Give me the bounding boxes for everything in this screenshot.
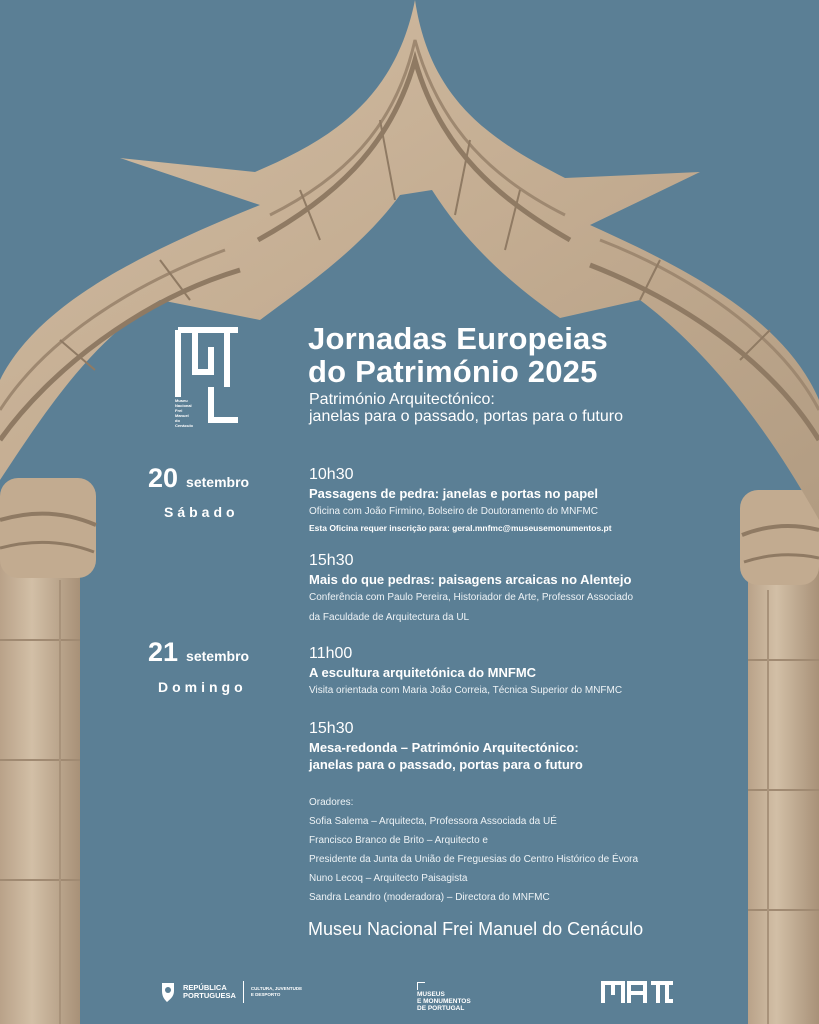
event-time: 10h30: [309, 466, 354, 483]
event-time: 11h00: [309, 645, 353, 662]
day-date: [148, 637, 249, 668]
speakers-label: Oradores:: [309, 797, 354, 808]
cultura-text: CULTURA, JUVENTUDE: [250, 986, 303, 991]
day-weekday: Sábado: [164, 504, 239, 520]
museus-text: MUSEUS: [417, 991, 445, 998]
page-subtitle: [309, 391, 623, 425]
logo-word: Frei: [175, 408, 183, 413]
title-line: do Património 2025: [308, 354, 598, 389]
logo-divider: [243, 981, 244, 1003]
venue-name: Museu Nacional Frei Manuel do Cenáculo: [308, 919, 644, 939]
event-note: Esta Oficina requer inscrição para: geral.mnfmc@museusemonumentos.pt: [309, 523, 612, 533]
matc-logo: [601, 981, 675, 1003]
speaker-line: Sofia Salema – Arquitecta, Professora Associada da UÉ: [309, 816, 557, 827]
museum-logo-text: [175, 398, 193, 428]
mmp-corner-icon: [417, 982, 425, 990]
subtitle-line: janelas para o passado, portas para o futuro: [309, 408, 623, 425]
event-title: Mesa-redonda – Património Arquitectónico:: [309, 740, 579, 755]
event-time: 15h30: [309, 552, 354, 569]
speakers-list: [309, 793, 638, 907]
cultura-text: E DESPORTO: [250, 992, 281, 997]
subtitle-line: Património Arquitectónico:: [309, 391, 495, 408]
day-month: setembro: [186, 474, 250, 490]
republica-portuguesa-logo: [160, 981, 302, 1003]
page-title: [308, 322, 608, 388]
speaker-line: Sandra Leandro (moderadora) – Directora do MNFMC: [309, 892, 550, 903]
title-line: Jornadas Europeias: [308, 321, 608, 356]
republica-text: PORTUGUESA: [183, 991, 236, 1000]
event-item: [309, 465, 612, 534]
day-month: setembro: [186, 648, 250, 664]
day-date: [148, 463, 249, 494]
event-time: 15h30: [309, 720, 354, 737]
event-description: Visita orientada com Maria João Correia, Técnica Superior do MNFMC: [309, 685, 623, 696]
event-description: Oficina com João Firmino, Bolseiro de Doutoramento do MNFMC: [309, 506, 598, 517]
republica-emblem-icon: [160, 981, 178, 1003]
museus-text: DE PORTUGAL: [417, 1005, 465, 1012]
speaker-line: Francisco Branco de Brito – Arquitecto e: [309, 835, 488, 846]
event-title: janelas para o passado, portas para o futuro: [309, 757, 583, 772]
logo-word: Manuel: [175, 413, 189, 418]
logo-word: Nacional: [175, 403, 192, 408]
museus-text: E MONUMENTOS: [417, 998, 471, 1005]
event-description: Conferência com Paulo Pereira, Historiador de Arte, Professor Associado: [309, 592, 634, 603]
event-title: A escultura arquitetónica do MNFMC: [309, 665, 537, 680]
republica-text: REPÚBLICA: [183, 983, 227, 992]
speaker-line: Nuno Lecoq – Arquitecto Paisagista: [309, 873, 468, 884]
event-item: [309, 644, 622, 701]
event-title: Mais do que pedras: paisagens arcaicas no Alentejo: [309, 572, 632, 587]
event-title: Passagens de pedra: janelas e portas no papel: [309, 486, 598, 501]
logo-word: Cenáculo: [175, 423, 194, 428]
logo-word: Museu: [175, 398, 188, 403]
event-item: [309, 719, 583, 773]
event-description: da Faculdade de Arquitectura da UL: [309, 612, 470, 623]
logo-word: do: [175, 418, 180, 423]
museus-monumentos-logo: [417, 982, 471, 1012]
speaker-line: Presidente da Junta da União de Freguesias do Centro Histórico de Évora: [309, 854, 639, 865]
day-weekday: Domingo: [158, 679, 247, 695]
day-number: 20: [148, 463, 179, 493]
day-number: 21: [148, 637, 179, 667]
event-item: [309, 551, 633, 628]
